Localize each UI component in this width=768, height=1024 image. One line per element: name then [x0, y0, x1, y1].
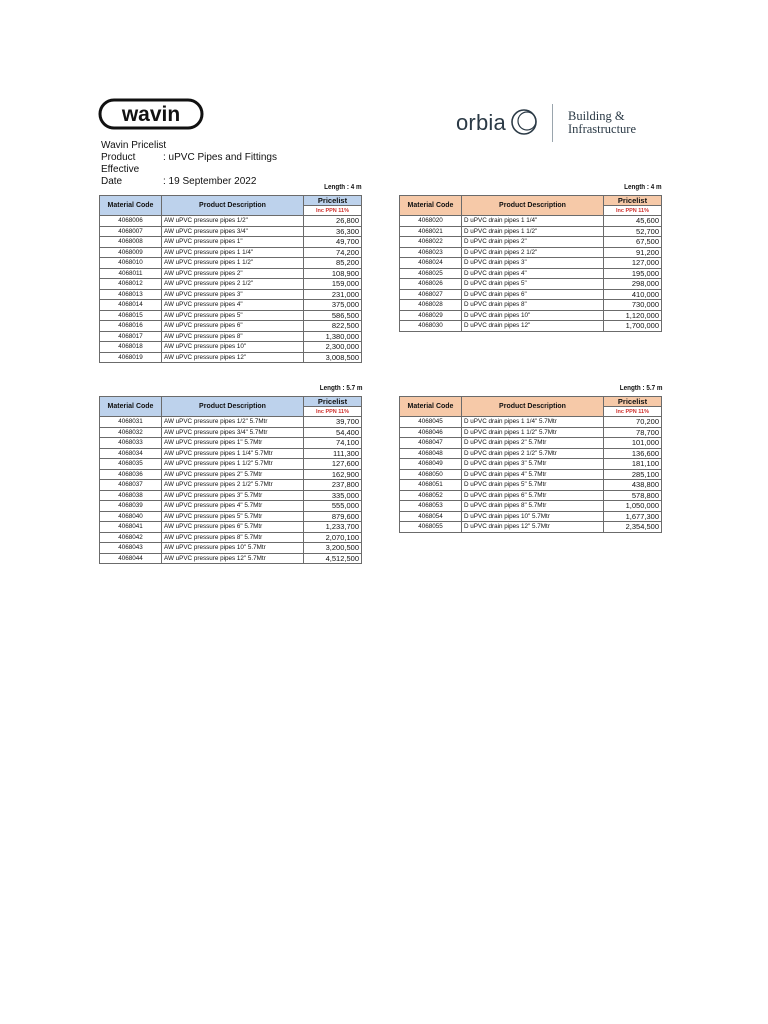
product-description-cell: AW uPVC pressure pipes 2 1/2"	[162, 279, 304, 290]
price-cell: 4,512,500	[304, 553, 362, 564]
material-code-cell: 4068015	[100, 310, 162, 321]
material-code-cell: 4068016	[100, 321, 162, 332]
price-cell: 136,600	[604, 448, 662, 459]
material-code-cell: 4068013	[100, 289, 162, 300]
table-row	[400, 438, 662, 449]
price-cell: 3,008,500	[304, 352, 362, 363]
product-description-cell: AW uPVC pressure pipes 2"	[162, 268, 304, 279]
table-row	[400, 501, 662, 512]
table-row	[400, 490, 662, 501]
product-description-cell: AW uPVC pressure pipes 4"	[162, 300, 304, 311]
price-cell: 237,800	[304, 480, 362, 491]
table-row	[400, 289, 662, 300]
material-code-cell: 4068032	[100, 427, 162, 438]
price-cell: 1,120,000	[604, 310, 662, 321]
material-code-cell: 4068041	[100, 522, 162, 533]
table-row	[100, 331, 362, 342]
price-cell: 438,800	[604, 480, 662, 491]
price-cell: 54,400	[304, 427, 362, 438]
product-description-cell: AW uPVC pressure pipes 1 1/2"	[162, 258, 304, 269]
material-code-cell: 4068022	[400, 237, 462, 248]
price-cell: 586,500	[304, 310, 362, 321]
product-description-cell: D uPVC drain pipes 2"	[462, 237, 604, 248]
product-description-cell: AW uPVC pressure pipes 12"	[162, 352, 304, 363]
material-code-cell: 4068007	[100, 226, 162, 237]
product-description-cell: D uPVC drain pipes 1 1/4"	[462, 216, 604, 227]
orbia-ring-icon	[508, 106, 540, 138]
price-cell: 162,900	[304, 469, 362, 480]
table-row	[400, 300, 662, 311]
material-code-cell: 4068023	[400, 247, 462, 258]
table-row	[100, 427, 362, 438]
table-row	[400, 448, 662, 459]
price-cell: 879,600	[304, 511, 362, 522]
product-description-cell: D uPVC drain pipes 1 1/2"	[462, 226, 604, 237]
table-row	[100, 342, 362, 353]
product-description-cell: D uPVC drain pipes 6" 5.7Mtr	[462, 490, 604, 501]
table-row	[100, 543, 362, 554]
material-code-cell: 4068037	[100, 480, 162, 491]
table-row	[400, 469, 662, 480]
material-code-cell: 4068018	[100, 342, 162, 353]
price-cell: 101,000	[604, 438, 662, 449]
orbia-divider	[552, 104, 553, 142]
material-code-cell: 4068051	[400, 480, 462, 491]
price-cell: 1,380,000	[304, 331, 362, 342]
price-cell: 2,300,000	[304, 342, 362, 353]
table-row	[400, 226, 662, 237]
material-code-cell: 4068033	[100, 438, 162, 449]
header-material-code: Material Code	[100, 397, 162, 417]
product-description-cell: D uPVC drain pipes 1 1/4" 5.7Mtr	[462, 417, 604, 428]
price-cell: 1,050,000	[604, 501, 662, 512]
product-description-cell: AW uPVC pressure pipes 1/2" 5.7Mtr	[162, 417, 304, 428]
product-description-cell: AW uPVC pressure pipes 3/4" 5.7Mtr	[162, 427, 304, 438]
table-row	[100, 258, 362, 269]
product-description-cell: D uPVC drain pipes 5"	[462, 279, 604, 290]
material-code-cell: 4068029	[400, 310, 462, 321]
effective-date-line	[101, 164, 256, 188]
material-code-cell: 4068010	[100, 258, 162, 269]
price-cell: 195,000	[604, 268, 662, 279]
table-row	[400, 511, 662, 522]
product-label: Product	[101, 152, 136, 163]
header-product-description: Product Description	[162, 196, 304, 216]
table-row	[400, 310, 662, 321]
material-code-cell: 4068050	[400, 469, 462, 480]
table-row	[400, 427, 662, 438]
header-material-code: Material Code	[100, 196, 162, 216]
material-code-cell: 4068038	[100, 490, 162, 501]
wavin-logo	[98, 98, 204, 130]
material-code-cell: 4068017	[100, 331, 162, 342]
price-cell: 70,200	[604, 417, 662, 428]
price-cell: 298,000	[604, 279, 662, 290]
price-cell: 335,000	[304, 490, 362, 501]
product-description-cell: AW uPVC pressure pipes 5" 5.7Mtr	[162, 511, 304, 522]
header-pricelist: Pricelist	[604, 196, 662, 206]
material-code-cell: 4068020	[400, 216, 462, 227]
product-description-cell: AW uPVC pressure pipes 8"	[162, 331, 304, 342]
material-code-cell: 4068053	[400, 501, 462, 512]
material-code-cell: 4068025	[400, 268, 462, 279]
price-cell: 127,000	[604, 258, 662, 269]
material-code-cell: 4068042	[100, 532, 162, 543]
price-cell: 36,300	[304, 226, 362, 237]
price-cell: 2,354,500	[604, 522, 662, 533]
product-description-cell: D uPVC drain pipes 10"	[462, 310, 604, 321]
product-description-cell: D uPVC drain pipes 4" 5.7Mtr	[462, 469, 604, 480]
header-product-description: Product Description	[462, 397, 604, 417]
product-description-cell: D uPVC drain pipes 12"	[462, 321, 604, 332]
date-value: : 19 September 2022	[163, 176, 257, 187]
product-description-cell: AW uPVC pressure pipes 3"	[162, 289, 304, 300]
table-row	[100, 480, 362, 491]
material-code-cell: 4068008	[100, 237, 162, 248]
table-row	[100, 237, 362, 248]
product-description-cell: AW uPVC pressure pipes 1 1/2" 5.7Mtr	[162, 459, 304, 470]
product-description-cell: AW uPVC pressure pipes 1" 5.7Mtr	[162, 438, 304, 449]
price-cell: 231,000	[304, 289, 362, 300]
product-description-cell: AW uPVC pressure pipes 12" 5.7Mtr	[162, 553, 304, 564]
table-row	[400, 237, 662, 248]
price-cell: 74,100	[304, 438, 362, 449]
wavin-logo-text: wavin	[121, 103, 181, 126]
product-description-cell: AW uPVC pressure pipes 6" 5.7Mtr	[162, 522, 304, 533]
document-title: Wavin Pricelist	[101, 140, 167, 151]
table-row	[100, 553, 362, 564]
header-product-description: Product Description	[462, 196, 604, 216]
material-code-cell: 4068044	[100, 553, 162, 564]
product-description-cell: D uPVC drain pipes 1 1/2" 5.7Mtr	[462, 427, 604, 438]
product-description-cell: D uPVC drain pipes 3"	[462, 258, 604, 269]
product-line	[101, 152, 277, 164]
price-cell: 730,000	[604, 300, 662, 311]
length-label: Length : 5.7 m	[619, 385, 662, 392]
product-description-cell: D uPVC drain pipes 2 1/2"	[462, 247, 604, 258]
price-cell: 45,600	[604, 216, 662, 227]
product-description-cell: AW uPVC pressure pipes 10"	[162, 342, 304, 353]
price-table	[99, 396, 362, 564]
material-code-cell: 4068040	[100, 511, 162, 522]
table-row	[100, 247, 362, 258]
product-description-cell: D uPVC drain pipes 2 1/2" 5.7Mtr	[462, 448, 604, 459]
table-row	[400, 321, 662, 332]
price-cell: 285,100	[604, 469, 662, 480]
table-row	[100, 490, 362, 501]
material-code-cell: 4068036	[100, 469, 162, 480]
price-cell: 39,700	[304, 417, 362, 428]
orbia-sub-line2: Infrastructure	[568, 122, 637, 136]
table-row	[400, 417, 662, 428]
price-cell: 375,000	[304, 300, 362, 311]
product-description-cell: AW uPVC pressure pipes 1 1/4"	[162, 247, 304, 258]
table-row	[100, 511, 362, 522]
price-cell: 91,200	[604, 247, 662, 258]
material-code-cell: 4068031	[100, 417, 162, 428]
product-description-cell: AW uPVC pressure pipes 1"	[162, 237, 304, 248]
price-cell: 1,233,700	[304, 522, 362, 533]
table-row	[400, 216, 662, 227]
table-row	[400, 522, 662, 533]
material-code-cell: 4068014	[100, 300, 162, 311]
material-code-cell: 4068035	[100, 459, 162, 470]
header-price-tax-note: Inc PPN 11%	[304, 407, 362, 417]
price-cell: 822,500	[304, 321, 362, 332]
table-row	[400, 268, 662, 279]
material-code-cell: 4068028	[400, 300, 462, 311]
product-description-cell: AW uPVC pressure pipes 1/2"	[162, 216, 304, 227]
price-cell: 1,677,300	[604, 511, 662, 522]
table-row	[100, 300, 362, 311]
material-code-cell: 4068049	[400, 459, 462, 470]
date-label: Effective Date	[101, 164, 140, 187]
material-code-cell: 4068039	[100, 501, 162, 512]
product-value: : uPVC Pipes and Fittings	[163, 152, 277, 163]
table-header-row	[100, 397, 362, 407]
table-row	[400, 279, 662, 290]
table-row	[100, 216, 362, 227]
table-row	[100, 268, 362, 279]
price-cell: 108,900	[304, 268, 362, 279]
table-row	[100, 417, 362, 428]
product-description-cell: D uPVC drain pipes 4"	[462, 268, 604, 279]
table-row	[100, 279, 362, 290]
table-row	[100, 459, 362, 470]
product-description-cell: AW uPVC pressure pipes 1 1/4" 5.7Mtr	[162, 448, 304, 459]
price-cell: 67,500	[604, 237, 662, 248]
product-description-cell: D uPVC drain pipes 3" 5.7Mtr	[462, 459, 604, 470]
price-table	[99, 195, 362, 363]
product-description-cell: D uPVC drain pipes 8"	[462, 300, 604, 311]
table-row	[400, 247, 662, 258]
price-cell: 159,000	[304, 279, 362, 290]
product-description-cell: D uPVC drain pipes 2" 5.7Mtr	[462, 438, 604, 449]
price-cell: 555,000	[304, 501, 362, 512]
product-description-cell: AW uPVC pressure pipes 3" 5.7Mtr	[162, 490, 304, 501]
material-code-cell: 4068030	[400, 321, 462, 332]
table-row	[100, 501, 362, 512]
price-cell: 1,700,000	[604, 321, 662, 332]
price-cell: 578,800	[604, 490, 662, 501]
price-cell: 49,700	[304, 237, 362, 248]
table-row	[100, 469, 362, 480]
material-code-cell: 4068027	[400, 289, 462, 300]
material-code-cell: 4068011	[100, 268, 162, 279]
material-code-cell: 4068054	[400, 511, 462, 522]
material-code-cell: 4068045	[400, 417, 462, 428]
header-price-tax-note: Inc PPN 11%	[304, 206, 362, 216]
product-description-cell: D uPVC drain pipes 6"	[462, 289, 604, 300]
table-row	[100, 321, 362, 332]
header-material-code: Material Code	[400, 397, 462, 417]
price-cell: 78,700	[604, 427, 662, 438]
material-code-cell: 4068052	[400, 490, 462, 501]
table-header-row	[400, 196, 662, 206]
price-cell: 52,700	[604, 226, 662, 237]
table-header-row	[400, 397, 662, 407]
material-code-cell: 4068047	[400, 438, 462, 449]
material-code-cell: 4068012	[100, 279, 162, 290]
table-row	[100, 226, 362, 237]
table-row	[100, 532, 362, 543]
price-cell: 85,200	[304, 258, 362, 269]
material-code-cell: 4068021	[400, 226, 462, 237]
header-price-tax-note: Inc PPN 11%	[604, 407, 662, 417]
table-row	[100, 289, 362, 300]
product-description-cell: AW uPVC pressure pipes 8" 5.7Mtr	[162, 532, 304, 543]
length-label: Length : 4 m	[624, 184, 662, 191]
table-row	[400, 459, 662, 470]
price-cell: 2,070,100	[304, 532, 362, 543]
orbia-logo	[450, 100, 655, 146]
price-cell: 410,000	[604, 289, 662, 300]
header-product-description: Product Description	[162, 397, 304, 417]
price-cell: 181,100	[604, 459, 662, 470]
product-description-cell: AW uPVC pressure pipes 5"	[162, 310, 304, 321]
orbia-sub-line1: Building &	[568, 109, 625, 123]
material-code-cell: 4068024	[400, 258, 462, 269]
table-row	[100, 448, 362, 459]
header-material-code: Material Code	[400, 196, 462, 216]
price-table	[399, 195, 662, 332]
table-row	[100, 438, 362, 449]
product-description-cell: AW uPVC pressure pipes 10" 5.7Mtr	[162, 543, 304, 554]
price-cell: 26,800	[304, 216, 362, 227]
header-pricelist: Pricelist	[304, 196, 362, 206]
header-price-tax-note: Inc PPN 11%	[604, 206, 662, 216]
material-code-cell: 4068009	[100, 247, 162, 258]
product-description-cell: D uPVC drain pipes 10" 5.7Mtr	[462, 511, 604, 522]
price-cell: 3,200,500	[304, 543, 362, 554]
price-cell: 127,600	[304, 459, 362, 470]
header-pricelist: Pricelist	[604, 397, 662, 407]
product-description-cell: AW uPVC pressure pipes 6"	[162, 321, 304, 332]
length-label: Length : 4 m	[324, 184, 362, 191]
table-row	[100, 310, 362, 321]
product-description-cell: D uPVC drain pipes 12" 5.7Mtr	[462, 522, 604, 533]
material-code-cell: 4068046	[400, 427, 462, 438]
material-code-cell: 4068006	[100, 216, 162, 227]
price-cell: 74,200	[304, 247, 362, 258]
product-description-cell: D uPVC drain pipes 8" 5.7Mtr	[462, 501, 604, 512]
material-code-cell: 4068043	[100, 543, 162, 554]
table-row	[100, 352, 362, 363]
price-cell: 111,300	[304, 448, 362, 459]
product-description-cell: D uPVC drain pipes 5" 5.7Mtr	[462, 480, 604, 491]
table-row	[400, 258, 662, 269]
table-row	[400, 480, 662, 491]
product-description-cell: AW uPVC pressure pipes 2 1/2" 5.7Mtr	[162, 480, 304, 491]
header-pricelist: Pricelist	[304, 397, 362, 407]
table-row	[100, 522, 362, 533]
product-description-cell: AW uPVC pressure pipes 4" 5.7Mtr	[162, 501, 304, 512]
material-code-cell: 4068026	[400, 279, 462, 290]
material-code-cell: 4068019	[100, 352, 162, 363]
price-table	[399, 396, 662, 533]
material-code-cell: 4068048	[400, 448, 462, 459]
length-label: Length : 5.7 m	[319, 385, 362, 392]
table-header-row	[100, 196, 362, 206]
product-description-cell: AW uPVC pressure pipes 3/4"	[162, 226, 304, 237]
material-code-cell: 4068055	[400, 522, 462, 533]
material-code-cell: 4068034	[100, 448, 162, 459]
orbia-logo-text: orbia	[456, 110, 506, 135]
product-description-cell: AW uPVC pressure pipes 2" 5.7Mtr	[162, 469, 304, 480]
